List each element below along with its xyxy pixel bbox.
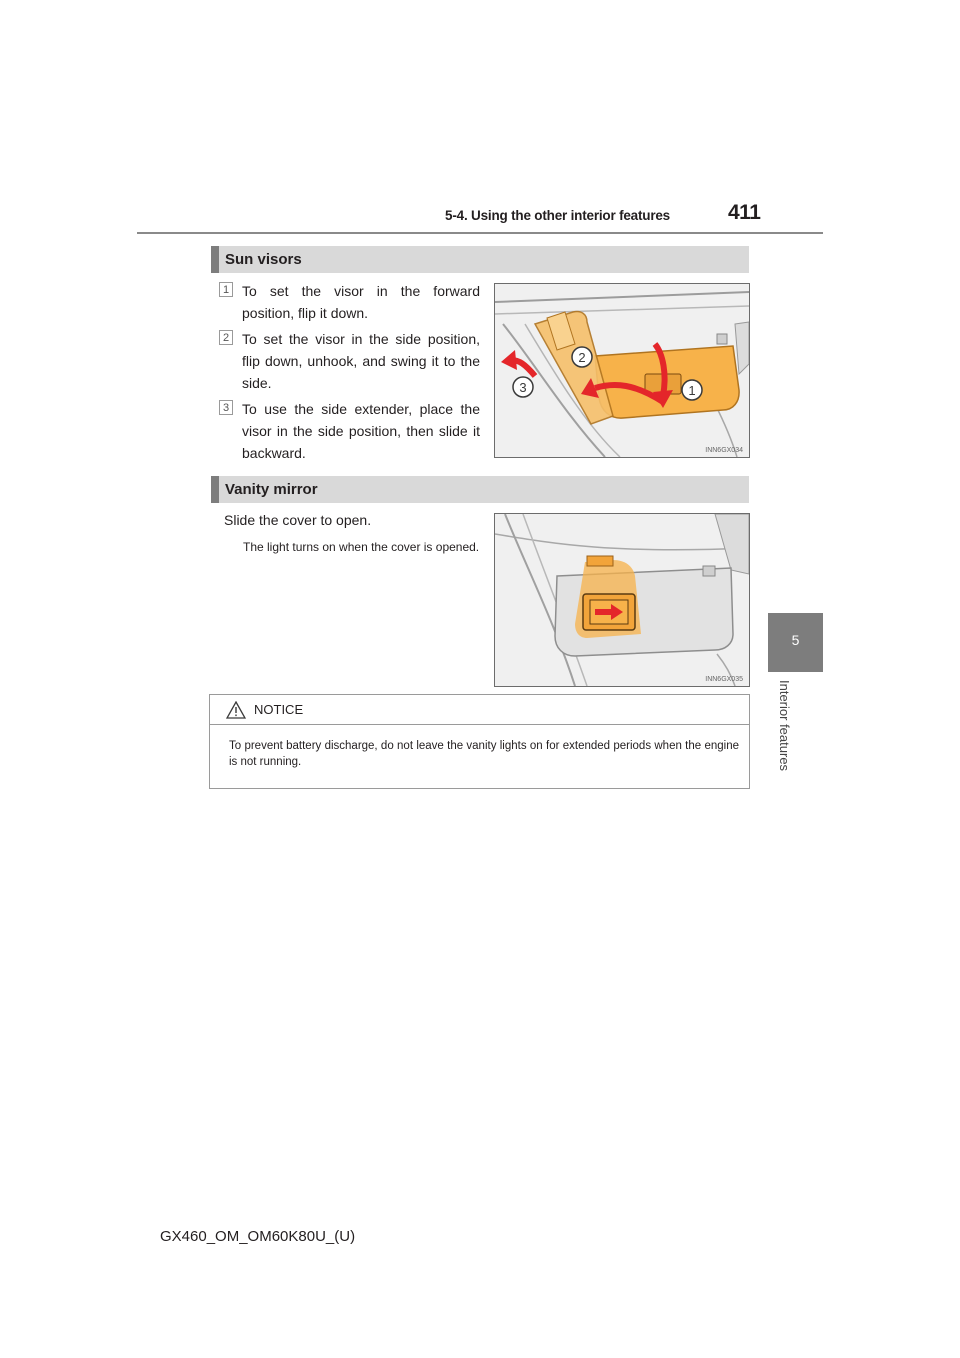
section-heading-text: Vanity mirror — [225, 481, 318, 498]
vanity-instruction: Slide the cover to open. — [224, 512, 372, 528]
step-number-1: 1 — [219, 282, 233, 297]
warning-triangle-icon — [226, 701, 246, 724]
callout-3: 3 — [519, 380, 527, 395]
notice-title: NOTICE — [254, 702, 304, 717]
notice-text: To prevent battery discharge, do not leave the vanity lights on for extended periods when the engine is not running. — [229, 740, 739, 768]
notice-header — [210, 695, 749, 725]
step-text-2: To set the visor in the side position, flip down, unhook, and swing it to the side. — [242, 331, 480, 391]
notice-box — [209, 694, 750, 789]
vanity-note: The light turns on when the cover is opened. — [243, 540, 480, 554]
sun-visor-drawing — [495, 284, 749, 457]
sun-visor-illustration — [494, 283, 750, 458]
manual-code: GX460_OM_OM60K80U_(U) — [160, 1228, 356, 1245]
step-text-1: To set the visor in the forward position, flip it down. — [242, 283, 480, 321]
running-header: 5-4. Using the other interior features — [445, 208, 670, 223]
step-number-3: 3 — [219, 400, 233, 415]
section-heading-vanity-mirror — [211, 476, 749, 503]
step-text-3: To use the side extender, place the visor in the side position, then slide it backward. — [242, 401, 480, 461]
chapter-label-text: Interior features — [777, 680, 792, 772]
section-heading-sun-visors — [211, 246, 749, 273]
callout-1: 1 — [688, 383, 696, 398]
step-number-2: 2 — [219, 330, 233, 345]
callout-2: 2 — [578, 350, 586, 365]
header-rule — [137, 232, 823, 234]
chapter-label — [766, 680, 794, 790]
chapter-number: 5 — [791, 632, 800, 648]
vanity-mirror-illustration — [494, 513, 750, 687]
page-number: 411 — [728, 201, 761, 224]
vanity-mirror-drawing — [495, 514, 749, 686]
figure-code: INN6GX034 — [705, 447, 743, 454]
section-heading-text: Sun visors — [225, 251, 302, 268]
figure-code: INN6GX035 — [705, 676, 743, 683]
